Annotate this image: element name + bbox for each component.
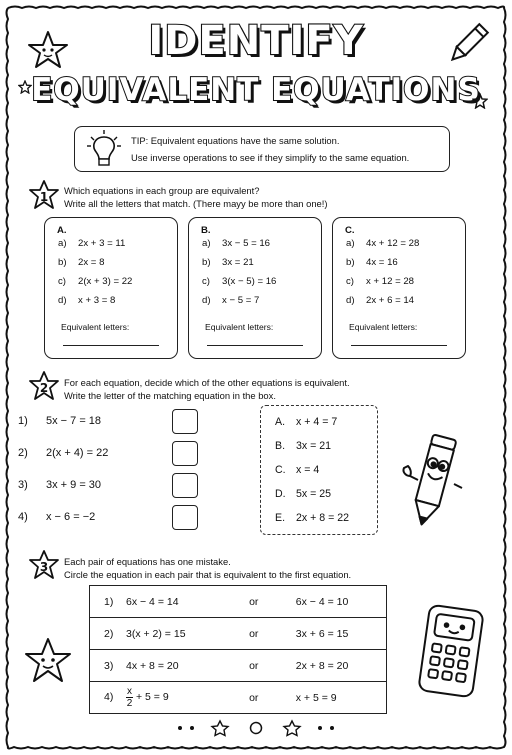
row-number: 4) <box>18 511 28 523</box>
answer-line[interactable] <box>63 345 159 346</box>
row-equation: 3x + 9 = 30 <box>46 479 102 491</box>
item-equation: 2x + 3 = 11 <box>78 238 126 249</box>
pair-right-equation[interactable]: 3x + 6 = 15 <box>274 618 387 650</box>
item-equation: x + 12 = 28 <box>366 276 415 287</box>
item-letter: c) <box>346 276 354 287</box>
answer-box[interactable] <box>172 505 198 530</box>
item-equation: x + 3 = 8 <box>78 295 116 306</box>
small-star-icon <box>18 80 32 94</box>
choice-equation: x + 4 = 7 <box>296 416 338 428</box>
choice-item <box>275 440 331 452</box>
item-letter: b) <box>58 257 67 268</box>
answer-line[interactable] <box>207 345 303 346</box>
pair-left-equation[interactable]: 6x − 4 = 14 <box>126 595 179 608</box>
section1-number: 1 <box>39 190 49 204</box>
choice-equation: 3x = 21 <box>296 440 332 452</box>
lightbulb-icon <box>85 129 123 169</box>
choice-letter: A. <box>275 416 286 428</box>
calculator-mascot-icon <box>416 602 486 700</box>
group-box-b <box>188 217 322 359</box>
table-row <box>90 586 387 618</box>
table-row <box>90 618 387 650</box>
item-equation: 4x + 12 = 28 <box>366 238 420 249</box>
item-letter: a) <box>346 238 355 249</box>
choices-box <box>260 405 378 535</box>
smiling-star-icon <box>22 636 74 686</box>
pair-right-equation[interactable]: 6x − 4 = 10 <box>274 586 387 618</box>
section2-line2: Write the letter of the matching equation in the box. <box>64 390 276 401</box>
or-label: or <box>234 618 274 650</box>
tip-line2: Use inverse operations to see if they simplify to the same equation. <box>131 152 410 163</box>
choice-letter: E. <box>275 512 286 524</box>
equation-row <box>18 415 101 427</box>
item-letter: c) <box>202 276 210 287</box>
item-equation: 4x = 16 <box>366 257 398 268</box>
choice-letter: C. <box>275 464 286 476</box>
item-equation: 3x − 5 = 16 <box>222 238 271 249</box>
row-number: 3) <box>18 479 28 491</box>
pair-left-equation[interactable]: 3(x + 2) = 15 <box>126 627 186 640</box>
choice-equation: 2x + 8 = 22 <box>296 512 350 524</box>
item-letter: b) <box>202 257 211 268</box>
section2-instructions <box>64 376 350 402</box>
list-item <box>346 257 398 268</box>
item-equation: 2x + 6 = 14 <box>366 295 415 306</box>
fraction-numerator: x <box>127 686 132 697</box>
item-equation: 3x = 21 <box>222 257 254 268</box>
group-label: A. <box>57 225 67 236</box>
section1-instructions <box>64 184 327 210</box>
equivalent-letters-label: Equivalent letters: <box>205 322 274 332</box>
row-number: 1) <box>18 415 28 427</box>
list-item <box>202 257 254 268</box>
pencil-icon <box>444 20 492 68</box>
item-letter: d) <box>202 295 211 306</box>
group-label: B. <box>201 225 211 236</box>
section3-line2: Circle the equation in each pair that is equivalent to the first equation. <box>64 569 352 580</box>
answer-line[interactable] <box>351 345 447 346</box>
choice-equation: 5x = 25 <box>296 488 332 500</box>
list-item <box>202 276 276 287</box>
pair-number: 3) <box>104 659 114 672</box>
choice-item <box>275 512 349 524</box>
answer-box[interactable] <box>172 473 198 498</box>
item-letter: c) <box>58 276 66 287</box>
item-letter: a) <box>58 238 67 249</box>
section2-line1: For each equation, decide which of the other equations is equivalent. <box>64 377 350 388</box>
list-item <box>346 238 419 249</box>
tip-box <box>74 126 450 172</box>
group-box-c <box>332 217 466 359</box>
pair-right-equation[interactable]: x + 5 = 9 <box>274 682 387 714</box>
equation-row <box>18 511 95 523</box>
row-equation: x − 6 = −2 <box>46 511 96 523</box>
group-box-a <box>44 217 178 359</box>
small-star-icon <box>472 93 488 109</box>
section3-instructions <box>64 555 351 581</box>
equivalent-letters-label: Equivalent letters: <box>61 322 130 332</box>
or-label: or <box>234 586 274 618</box>
choice-letter: D. <box>275 488 286 500</box>
or-label: or <box>234 650 274 682</box>
item-equation: x − 5 = 7 <box>222 295 260 306</box>
row-equation: 5x − 7 = 18 <box>46 415 102 427</box>
group-label: C. <box>345 225 355 236</box>
equivalent-letters-label: Equivalent letters: <box>349 322 418 332</box>
list-item <box>346 295 414 306</box>
section3-line1: Each pair of equations has one mistake. <box>64 556 231 567</box>
item-letter: b) <box>346 257 355 268</box>
title-line1: IDENTIFY <box>148 18 364 64</box>
list-item <box>346 276 414 287</box>
smiling-star-icon <box>26 30 70 70</box>
item-equation: 2(x + 3) = 22 <box>78 276 133 287</box>
list-item <box>202 238 270 249</box>
choice-equation: x = 4 <box>296 464 320 476</box>
section3-star-badge <box>28 550 60 580</box>
section1-line1: Which equations in each group are equivalent? <box>64 185 260 196</box>
item-equation: 3(x − 5) = 16 <box>222 276 277 287</box>
pencil-mascot-icon <box>400 428 466 532</box>
pairs-table <box>89 585 387 714</box>
section2-star-badge <box>28 371 60 401</box>
list-item <box>58 257 104 268</box>
answer-box[interactable] <box>172 409 198 434</box>
pair-number: 4) <box>104 691 114 704</box>
list-item <box>58 276 132 287</box>
item-equation: 2x = 8 <box>78 257 105 268</box>
section1-star-badge <box>28 180 60 210</box>
pair-number: 1) <box>104 595 114 608</box>
choice-item <box>275 416 337 428</box>
section2-number: 2 <box>39 381 49 395</box>
pair-right-equation[interactable]: 2x + 8 = 20 <box>274 650 387 682</box>
choice-item <box>275 464 319 476</box>
choice-item <box>275 488 331 500</box>
list-item <box>202 295 259 306</box>
equation-row <box>18 447 108 459</box>
pair-left-equation[interactable]: 4x + 8 = 20 <box>126 659 179 672</box>
equation-row <box>18 479 101 491</box>
section1-line2: Write all the letters that match. (There mayy be more than one!) <box>64 198 328 209</box>
pair-left-equation[interactable] <box>126 686 169 709</box>
title-line2: EQUIVALENT EQUATIONS <box>31 72 481 108</box>
fraction-rest: + 5 = 9 <box>136 691 169 704</box>
fraction-denominator: 2 <box>126 698 133 709</box>
answer-box[interactable] <box>172 441 198 466</box>
table-row <box>90 650 387 682</box>
item-letter: d) <box>58 295 67 306</box>
footer-ornament <box>170 718 342 738</box>
row-number: 2) <box>18 447 28 459</box>
list-item <box>58 295 115 306</box>
or-label: or <box>234 682 274 714</box>
list-item <box>58 238 125 249</box>
section3-number: 3 <box>39 560 49 574</box>
item-letter: a) <box>202 238 211 249</box>
pair-number: 2) <box>104 627 114 640</box>
fraction <box>126 686 133 709</box>
table-row <box>90 682 387 714</box>
choice-letter: B. <box>275 440 286 452</box>
item-letter: d) <box>346 295 355 306</box>
tip-line1: TIP: Equivalent equations have the same solution. <box>131 135 340 146</box>
row-equation: 2(x + 4) = 22 <box>46 447 109 459</box>
